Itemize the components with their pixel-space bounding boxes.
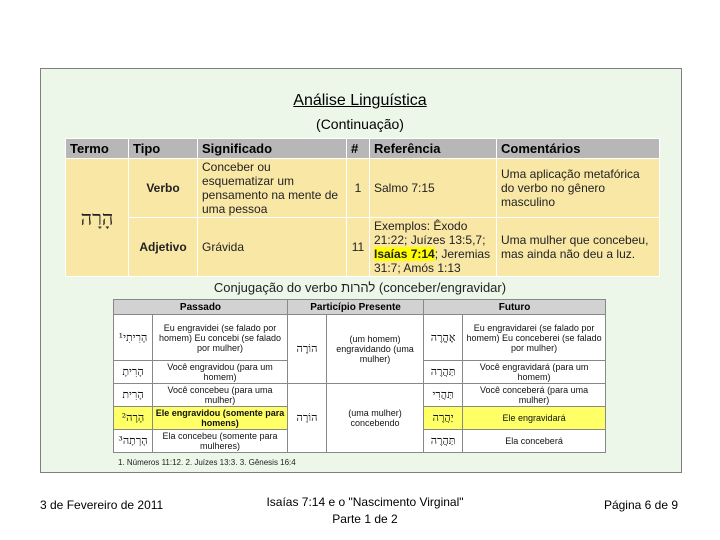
table-row xyxy=(66,159,660,218)
significado-cell: Grávida xyxy=(198,218,347,277)
reference-text: Exemplos: Êxodo 21:22; Juízes 13:5,7; xyxy=(374,219,486,247)
count-cell: 11 xyxy=(347,218,370,277)
future-form: Você engravidará (para um homem) xyxy=(463,361,606,384)
header-tipo: Tipo xyxy=(129,139,198,159)
hebrew-form: הָרִית xyxy=(114,384,153,407)
past-form: Você engravidou (para um homem) xyxy=(153,361,288,384)
footer-title-line1: Isaías 7:14 e o "Nascimento Virginal" xyxy=(266,495,464,509)
past-form: Você concebeu (para uma mulher) xyxy=(153,384,288,407)
significado-cell: Conceber ou esquematizar um pensamento na mente de uma pessoa xyxy=(198,159,347,218)
table-row xyxy=(114,384,606,407)
tipo-cell: Adjetivo xyxy=(129,218,198,277)
header-referencia: Referência xyxy=(370,139,497,159)
hebrew-form: אֶהֱרֶה xyxy=(424,315,463,361)
count-cell: 1 xyxy=(347,159,370,218)
future-form: Você conceberá (para uma mulher) xyxy=(463,384,606,407)
conjugation-caption: Conjugação do verbo להרות (conceber/engravidar) xyxy=(213,280,507,295)
future-form: Ele engravidará xyxy=(463,407,606,430)
hebrew-form: הָרִיתִי¹ xyxy=(114,315,153,361)
hebrew-form: הוֹרֶה xyxy=(287,315,326,384)
conjugation-header-row xyxy=(114,300,606,315)
past-form: Eu engravidei (se falado por homem) Eu concebi (se falado por mulher) xyxy=(153,315,288,361)
hebrew-form: יַהֲרֶה xyxy=(424,407,463,430)
referencia-cell xyxy=(370,218,497,277)
hebrew-form: הָרִיתָ xyxy=(114,361,153,384)
participle-form: (uma mulher) concebendo xyxy=(326,384,423,453)
hebrew-form: תַּהֲרֶה xyxy=(424,430,463,453)
participle-form: (um homem) engravidando (uma mulher) xyxy=(326,315,423,384)
past-form: Ele engravidou (somente para homens) xyxy=(153,407,288,430)
header-termo: Termo xyxy=(66,139,129,159)
hebrew-form: הָרְתָה³ xyxy=(114,430,153,453)
future-form: Ela conceberá xyxy=(463,430,606,453)
footer-page-number: Página 6 de 9 xyxy=(603,498,678,512)
reference-text: ; Jeremias 31:7; Amós 1:13 xyxy=(374,247,491,275)
footer-title xyxy=(230,494,500,528)
slide-subtitle: (Continuação) xyxy=(316,116,404,132)
tipo-cell: Verbo xyxy=(129,159,198,218)
hebrew-form: הוֹרָה xyxy=(287,384,326,453)
header-significado: Significado xyxy=(198,139,347,159)
header-participio: Particípio Presente xyxy=(287,300,423,315)
comentarios-cell: Uma aplicação metafórica do verbo no gênero masculino xyxy=(497,159,660,218)
slide-title: Análise Linguística xyxy=(293,92,427,109)
analysis-table xyxy=(65,138,660,277)
highlighted-reference: Isaías 7:14 xyxy=(374,247,435,261)
analysis-header-row xyxy=(66,139,660,159)
past-form: Ela concebeu (somente para mulheres) xyxy=(153,430,288,453)
comentarios-cell: Uma mulher que concebeu, mas ainda não deu a luz. xyxy=(497,218,660,277)
footer-date: 3 de Fevereiro de 2011 xyxy=(40,498,164,512)
hebrew-form: תַּהֲרֶה xyxy=(424,361,463,384)
header-comentarios: Comentários xyxy=(497,139,660,159)
hebrew-form: ²הָרָה xyxy=(114,407,153,430)
hebrew-term: הָרָה xyxy=(66,159,129,277)
conjugation-table xyxy=(113,299,606,453)
footer-title-line2: Parte 1 de 2 xyxy=(332,512,398,526)
hebrew-form: תַּהֲרִי xyxy=(424,384,463,407)
future-form: Eu engravidarei (se falado por homem) Eu conceberei (se falado por mulher) xyxy=(463,315,606,361)
header-futuro: Futuro xyxy=(424,300,606,315)
table-row xyxy=(66,218,660,277)
header-passado: Passado xyxy=(114,300,288,315)
referencia-cell: Salmo 7:15 xyxy=(370,159,497,218)
header-num: # xyxy=(347,139,370,159)
references-footnote: 1. Números 11:12. 2. Juízes 13:3. 3. Gênesis 16:4 xyxy=(118,458,296,467)
table-row xyxy=(114,315,606,361)
